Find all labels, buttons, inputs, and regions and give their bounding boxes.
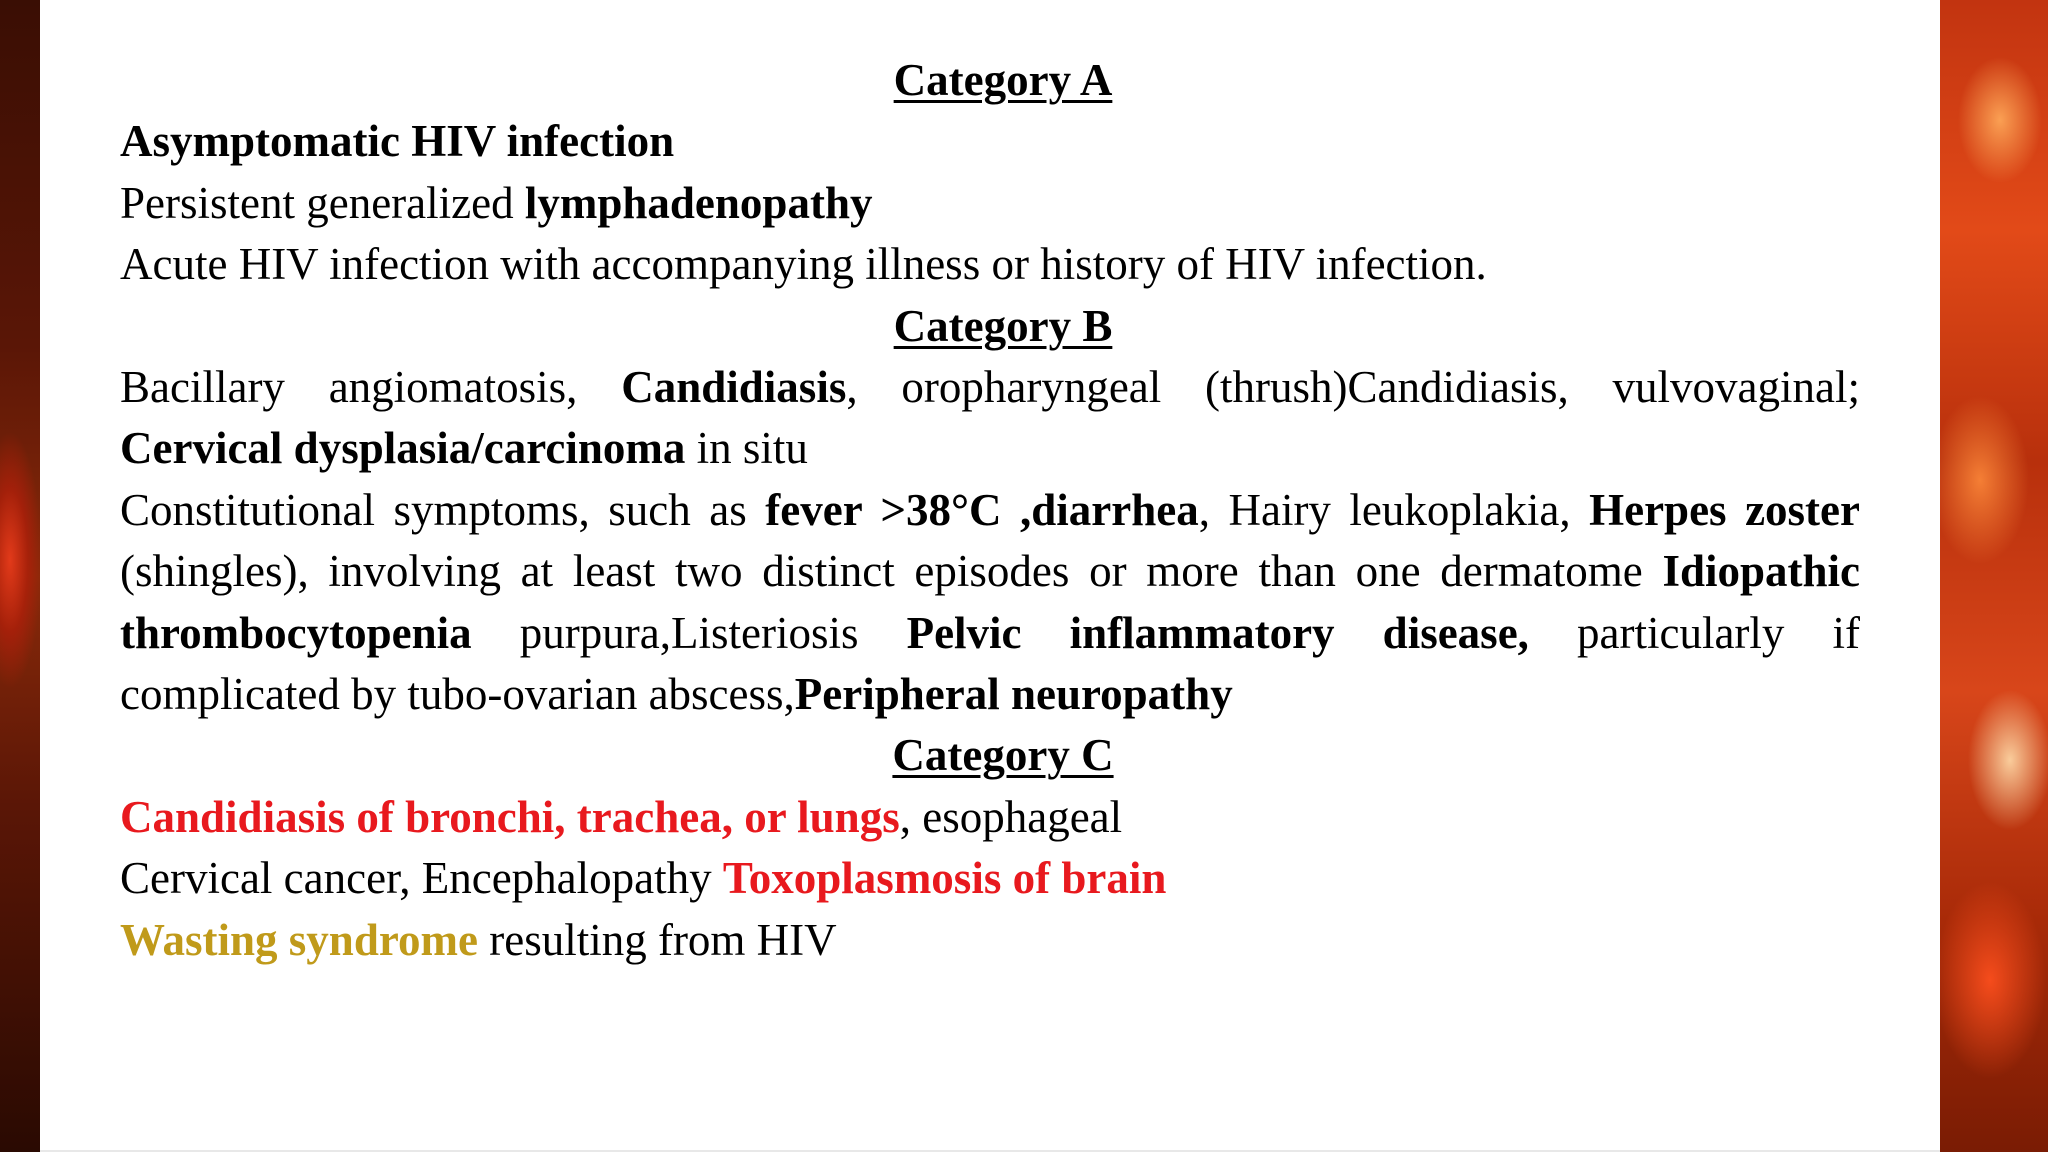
category-a-line-3 xyxy=(120,234,1860,295)
in-situ-text: in situ xyxy=(685,423,808,474)
constitutional-text: Constitutional symptoms, such as xyxy=(120,484,766,535)
idiopathic-text: Idiopathic thrombocytopenia xyxy=(120,546,1860,658)
acute-hiv-text: Acute HIV infection with accompanying illness or history of HIV infection. xyxy=(120,239,1487,290)
category-c-line-1 xyxy=(120,787,1860,848)
category-c-line-2 xyxy=(120,848,1860,909)
category-a-heading: Category A xyxy=(893,55,1113,105)
bacillary-text: Bacillary angiomatosis, xyxy=(120,362,622,413)
fever-diarrhea-text: fever >38°C ,diarrhea xyxy=(765,484,1199,535)
background-left-edge xyxy=(0,0,40,1152)
category-c-heading: Category C xyxy=(892,730,1114,781)
toxoplasmosis-text: Toxoplasmosis of brain xyxy=(722,853,1167,904)
tubo-ovarian-text: particularly if complicated by tubo-ovarian abscess, xyxy=(120,607,1861,720)
candidiasis-text: Candidiasis xyxy=(621,362,847,413)
persistent-text: Persistent generalized xyxy=(120,177,525,228)
cervical-cancer-text: Cervical cancer, Encephalopathy xyxy=(120,853,723,904)
wasting-syndrome-text: Wasting syndrome xyxy=(120,914,478,965)
category-c-line-3 xyxy=(120,910,1860,971)
shingles-text: (shingles), involving at least two distinct episodes or more than one dermatome xyxy=(120,546,1663,597)
category-b-paragraph-2 xyxy=(120,480,1860,726)
oropharyngeal-text: , oropharyngeal (thrush)Candidiasis, vulvovaginal; xyxy=(846,362,1860,413)
category-a-line-1 xyxy=(120,111,1860,172)
pelvic-text: Pelvic inflammatory disease, xyxy=(906,607,1529,658)
candidiasis-bronchi-text: Candidiasis of bronchi, trachea, or lungs xyxy=(120,791,900,842)
slide-content xyxy=(120,50,1860,971)
category-a-line-2 xyxy=(120,173,1860,234)
lymphadenopathy-text: lymphadenopathy xyxy=(524,177,873,228)
esophageal-text: , esophageal xyxy=(899,791,1123,842)
category-b-paragraph-1 xyxy=(120,357,1860,480)
resulting-text: resulting from HIV xyxy=(477,914,837,965)
herpes-zoster-text: Herpes zoster xyxy=(1589,484,1860,535)
peripheral-neuropathy-text: Peripheral neuropathy xyxy=(794,669,1233,720)
asymptomatic-hiv-text: Asymptomatic HIV infection xyxy=(120,116,675,167)
background-right-edge xyxy=(1940,0,2048,1152)
hairy-leukoplakia-text: , Hairy leukoplakia, xyxy=(1198,484,1590,535)
listeriosis-text: purpura,Listeriosis xyxy=(471,607,907,658)
category-b-heading: Category B xyxy=(893,300,1113,351)
cervical-dysplasia-text: Cervical dysplasia/carcinoma xyxy=(120,423,686,474)
